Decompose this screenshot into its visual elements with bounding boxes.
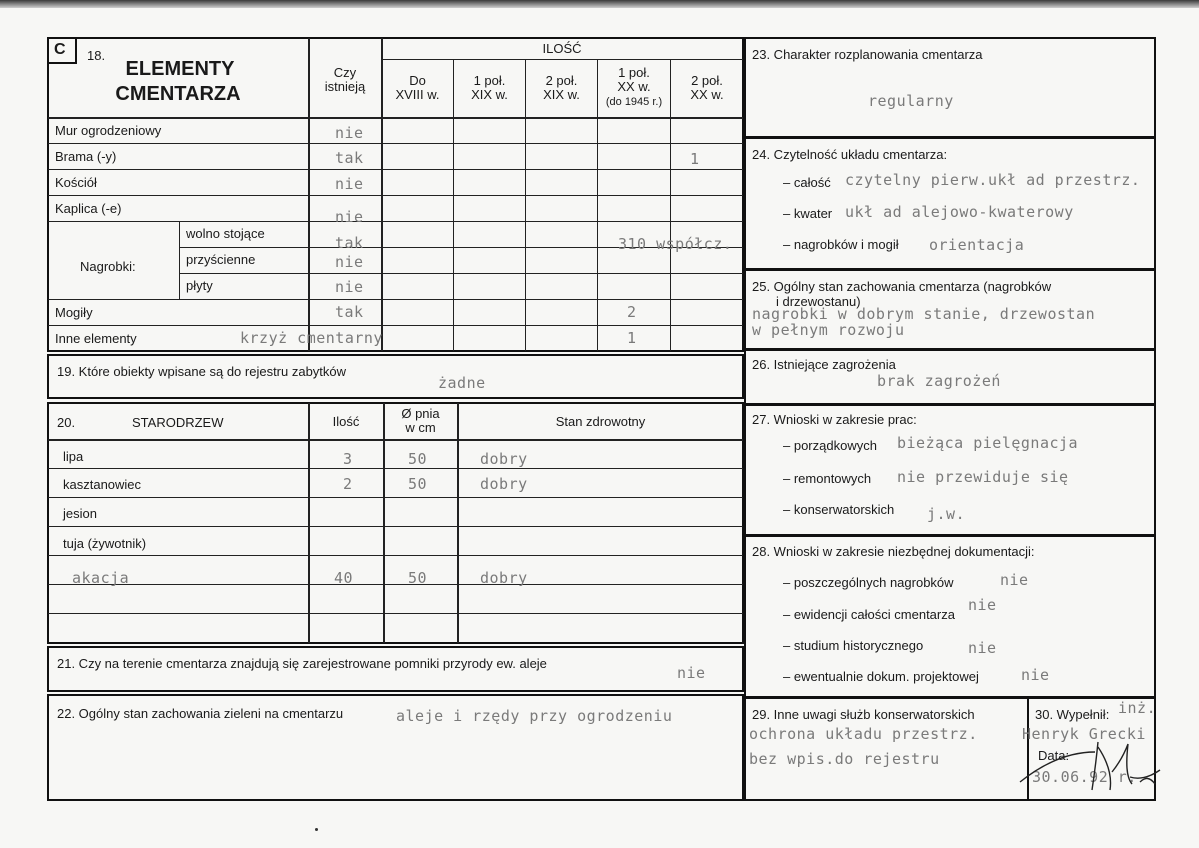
exists-value-przyscienne: nie: [335, 253, 364, 271]
starodrzew-diam-header: Ø pnia w cm: [401, 406, 440, 435]
ilosc-underline: [381, 59, 743, 60]
section-21-value: nie: [677, 664, 706, 682]
tree-diam: 50: [408, 450, 428, 468]
section-27-item-label: – porządkowych: [783, 438, 877, 453]
stray-dot: [315, 828, 318, 831]
nagrobki-sub-label-3: płyty: [186, 278, 213, 293]
nagrobki-divider: [179, 221, 180, 299]
section-18-title-line2: CMENTARZA: [115, 83, 241, 105]
row-label-brama: Brama (-y): [55, 149, 117, 164]
section-28-item-value: nie: [1021, 666, 1050, 684]
section-18-number: 18.: [87, 48, 106, 63]
qty-brama: 1: [690, 150, 700, 168]
section-28-label: 28. Wnioski w zakresie niezbędnej dokumentacji:: [752, 544, 1035, 559]
tree-name: jesion: [63, 506, 97, 521]
nagrobki-label: Nagrobki:: [80, 259, 136, 274]
qty-inne: 1: [627, 329, 637, 347]
exists-value-brama: tak: [335, 149, 364, 167]
section-19-value: żadne: [438, 374, 486, 392]
tree-qty: 3: [343, 450, 353, 468]
section-30-date: 30.06.92 r.: [1032, 768, 1137, 786]
row-line: [48, 195, 743, 196]
col-line-p2: [525, 59, 526, 351]
section-24-item-label: – nagrobków i mogił: [783, 237, 899, 252]
section-19-label: 19. Które obiekty wpisane są do rejestru zabytków: [57, 364, 347, 379]
period-header-4: 1 poł. XX w. (do 1945 r.): [605, 65, 663, 108]
starodrzew-health-header: Stan zdrowotny: [555, 414, 646, 429]
starodrzew-header-line: [48, 439, 743, 441]
section-29-value-line2: bez wpis.do rejestru: [749, 750, 940, 768]
section-27-item-value: bieżąca pielęgnacja: [897, 434, 1079, 452]
section-30-name: Henryk Grecki: [1022, 725, 1146, 743]
section-25-value-line1: nagrobki w dobrym stanie, drzewostan: [752, 305, 1096, 323]
section-27-item-label: – remontowych: [783, 471, 872, 486]
exists-value-mogily: tak: [335, 303, 364, 321]
row-line: [48, 221, 743, 222]
section-25-value-line2: w pełnym rozwoju: [752, 321, 905, 339]
section-26-label: 26. Istniejące zagrożenia: [752, 357, 896, 372]
header-bottom-line: [48, 117, 743, 119]
section-28-item-label: – ewidencji całości cmentarza: [783, 607, 955, 622]
period-header-2: 1 poł. XIX w.: [471, 73, 508, 102]
tree-health: dobry: [480, 569, 528, 587]
period-header-5: 2 poł. XX w.: [690, 73, 724, 102]
section-26-value: brak zagrożeń: [877, 372, 1001, 390]
section-28-item-value: nie: [968, 596, 997, 614]
tree-name: lipa: [63, 449, 84, 464]
section-27-item-value: j.w.: [927, 505, 966, 523]
period-header-1: Do XVIII w.: [395, 73, 440, 102]
section-letter: C: [54, 41, 66, 58]
row-line: [48, 169, 743, 170]
starodrzew-row-line: [48, 468, 743, 469]
section-24-item-value: orientacja: [929, 236, 1025, 254]
section-21-label: 21. Czy na terenie cmentarza znajdują się zarejestrowane pomniki przyrody ew. aleje: [57, 656, 547, 671]
col-exists-header: Czy istnieją: [324, 65, 366, 94]
qty-wolno-stojace: 310 współcz.: [618, 235, 733, 253]
section-24-item-label: – kwater: [783, 206, 833, 221]
starodrzew-row-line: [48, 497, 743, 498]
tree-name: kasztanowiec: [63, 477, 142, 492]
section-29-value-line1: ochrona układu przestrz.: [749, 725, 978, 743]
row-line: [48, 299, 743, 300]
section-20-title: STARODRZEW: [132, 415, 224, 430]
starodrzew-row-line: [48, 584, 743, 585]
starodrzew-row-line: [48, 555, 743, 556]
section-18-title-line1: ELEMENTY: [125, 58, 235, 80]
section-25-label: 25. Ogólny stan zachowania cmentarza (nagrobków i drzewostanu): [752, 279, 1052, 309]
section-30-title: inż.: [1118, 699, 1157, 717]
signature-mark: [1000, 722, 1170, 802]
row-line: [48, 143, 743, 144]
inne-typed-value: krzyż cmentarny: [240, 329, 383, 347]
section-30-date-label: Data:: [1038, 748, 1070, 763]
row-label-kosciol: Kościół: [55, 175, 97, 190]
tree-health: dobry: [480, 450, 528, 468]
section-20-number: 20.: [57, 415, 76, 430]
row-label-mur: Mur ogrodzeniowy: [55, 123, 162, 138]
section-23-label: 23. Charakter rozplanowania cmentarza: [752, 47, 983, 62]
section-24-item-value: ukł ad alejowo-kwaterowy: [845, 203, 1074, 221]
card-top-edge: [0, 0, 1199, 8]
exists-value-mur: nie: [335, 124, 364, 142]
ilosc-header: ILOŚĆ: [542, 41, 582, 56]
exists-value-wolno-stojace: tak: [335, 234, 364, 252]
row-label-mogily: Mogiły: [55, 305, 93, 320]
section-24-item-value: czytelny pierw.ukł ad przestrz.: [845, 171, 1141, 189]
section-22-value: aleje i rzędy przy ogrodzeniu: [396, 707, 673, 725]
section-28-item-value: nie: [968, 639, 997, 657]
starodrzew-qty-header: Ilość: [332, 414, 360, 429]
section-24-item-label: – całość: [783, 175, 831, 190]
section-28-item-label: – poszczególnych nagrobków: [783, 575, 954, 590]
starodrzew-row-line: [48, 526, 743, 527]
tree-qty: 2: [343, 475, 353, 493]
section-28-item-value: nie: [1000, 571, 1029, 589]
section-24-label: 24. Czytelność układu cmentarza:: [752, 147, 948, 162]
tree-diam: 50: [408, 475, 428, 493]
section-28-item-label: – studium historycznego: [783, 638, 924, 653]
section-27-label: 27. Wnioski w zakresie prac:: [752, 412, 917, 427]
nagrobki-sub-label-2: przyścienne: [186, 252, 256, 267]
nagrobki-sub-label-1: wolno stojące: [186, 226, 265, 241]
row-line: [48, 325, 743, 326]
section-23-value: regularny: [868, 92, 954, 110]
col-line-p1: [453, 59, 454, 351]
exists-value-kosciol: nie: [335, 175, 364, 193]
section-22-label: 22. Ogólny stan zachowania zieleni na cmentarzu: [57, 706, 344, 721]
section-29-label: 29. Inne uwagi służb konserwatorskich: [752, 707, 975, 722]
row-label-inne: Inne elementy: [55, 331, 137, 346]
starodrzew-row-line: [48, 613, 743, 614]
qty-mogily: 2: [627, 303, 637, 321]
exists-value-plyty: nie: [335, 278, 364, 296]
tree-health: dobry: [480, 475, 528, 493]
row-line: [179, 273, 743, 274]
section-27-item-label: – konserwatorskich: [783, 502, 895, 517]
section-27-item-value: nie przewiduje się: [897, 468, 1069, 486]
exists-value-kaplica: nie: [335, 208, 364, 226]
section-30-label: 30. Wypełnił:: [1035, 707, 1110, 722]
section-28-item-label: – ewentualnie dokum. projektowej: [783, 669, 979, 684]
row-label-kaplica: Kaplica (-e): [55, 201, 122, 216]
tree-qty: 40: [334, 569, 354, 587]
period-header-3: 2 poł. XIX w.: [543, 73, 580, 102]
tree-name-typed: akacja: [72, 569, 130, 587]
tree-name: tuja (żywotnik): [63, 536, 147, 551]
tree-diam: 50: [408, 569, 428, 587]
col-line-p4: [670, 59, 671, 351]
